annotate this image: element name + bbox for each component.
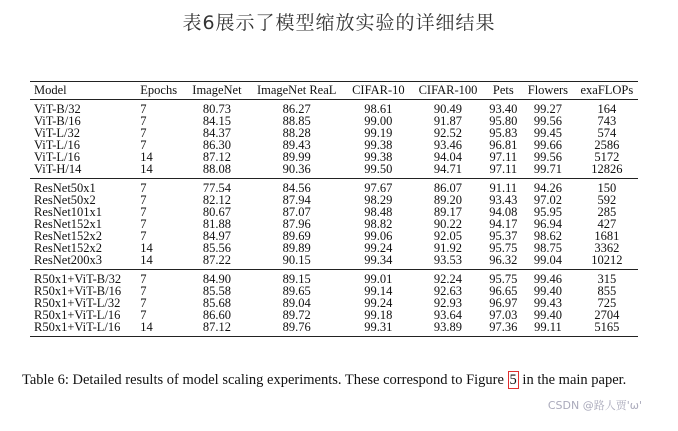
table-cell: 99.43 bbox=[533, 296, 562, 310]
table-cell: 99.19 bbox=[364, 126, 393, 140]
table-cell: 98.61 bbox=[364, 102, 393, 116]
table-cell: 91.87 bbox=[433, 114, 463, 128]
model-name-cell: ViT-L/16 bbox=[34, 138, 81, 152]
table-cell: 90.22 bbox=[433, 217, 463, 231]
table-cell: 99.38 bbox=[364, 138, 393, 152]
table-cell: 87.94 bbox=[282, 193, 311, 207]
table-cell: 99.50 bbox=[364, 162, 393, 176]
model-name-cell: ResNet152x1 bbox=[34, 217, 103, 231]
model-name-cell: ResNet50x2 bbox=[34, 193, 96, 207]
table-cell: 93.43 bbox=[489, 193, 518, 207]
model-name-cell: ResNet200x3 bbox=[34, 253, 103, 267]
table-cell: 14 bbox=[140, 241, 153, 255]
table-cell: 574 bbox=[597, 126, 617, 140]
table-cell: 98.75 bbox=[533, 241, 562, 255]
table-caption bbox=[22, 372, 642, 389]
table-cell: 99.11 bbox=[520, 321, 572, 337]
table-cell: 743 bbox=[597, 114, 617, 128]
table-cell: 150 bbox=[572, 179, 638, 195]
table-cell: 86.30 bbox=[202, 138, 231, 152]
table-cell: 2704 bbox=[594, 308, 620, 322]
table-cell: 95.75 bbox=[489, 241, 518, 255]
table-cell: 592 bbox=[597, 193, 617, 207]
table-cell: 89.17 bbox=[433, 205, 463, 219]
table-cell: 89.65 bbox=[282, 284, 311, 298]
table-cell: 99.06 bbox=[364, 229, 393, 243]
table-cell: 92.05 bbox=[433, 229, 463, 243]
table-cell: 95.83 bbox=[489, 126, 518, 140]
table-cell: 93.64 bbox=[433, 308, 463, 322]
table-cell: 14 bbox=[136, 321, 184, 337]
results-table bbox=[30, 81, 638, 337]
model-name-cell: ResNet101x1 bbox=[34, 205, 103, 219]
table-cell: 95.80 bbox=[489, 114, 518, 128]
table-cell: 89.99 bbox=[282, 150, 311, 164]
table-cell: 94.26 bbox=[520, 179, 572, 195]
table-cell: 7 bbox=[140, 296, 147, 310]
table-cell: 89.04 bbox=[282, 296, 311, 310]
table-cell: 96.94 bbox=[533, 217, 562, 231]
table-cell: 99.66 bbox=[533, 138, 562, 152]
table-cell: 77.54 bbox=[184, 179, 246, 195]
table-cell: 97.03 bbox=[489, 308, 518, 322]
table-cell: 98.62 bbox=[533, 229, 562, 243]
table-cell: 1681 bbox=[594, 229, 620, 243]
table-row bbox=[30, 270, 638, 286]
table-cell: 90.15 bbox=[282, 253, 311, 267]
model-name-cell: ResNet50x1 bbox=[30, 179, 136, 195]
model-name-cell: ViT-L/32 bbox=[34, 126, 81, 140]
table-cell: 95.37 bbox=[489, 229, 518, 243]
page-heading: 表6展示了模型缩放实验的详细结果 bbox=[182, 12, 496, 34]
table-cell: 12826 bbox=[591, 162, 623, 176]
table-cell: 89.69 bbox=[282, 229, 311, 243]
table-cell: 89.20 bbox=[433, 193, 463, 207]
table-cell: 7 bbox=[136, 179, 184, 195]
table-cell: 86.60 bbox=[202, 308, 231, 322]
table-cell: 10212 bbox=[591, 253, 623, 267]
table-cell: 95.95 bbox=[533, 205, 562, 219]
table-cell: 97.11 bbox=[489, 162, 518, 176]
model-name-cell: R50x1+ViT-L/16 bbox=[30, 321, 136, 337]
caption-text-tail: in the main paper. bbox=[518, 372, 627, 388]
caption-text: Table 6: Detailed results of model scaling experiments. These correspond to Figure bbox=[22, 372, 508, 388]
table-row bbox=[30, 163, 638, 179]
table-cell: 85.68 bbox=[202, 296, 231, 310]
table-row bbox=[30, 179, 638, 195]
table-cell: 7 bbox=[140, 102, 147, 116]
model-name-cell: R50x1+ViT-L/32 bbox=[34, 296, 121, 310]
table-cell: 99.56 bbox=[533, 114, 562, 128]
model-name-cell: ViT-L/16 bbox=[34, 150, 81, 164]
table-cell: 99.24 bbox=[364, 296, 393, 310]
table-cell: 86.07 bbox=[409, 179, 482, 195]
table-cell: 92.93 bbox=[433, 296, 463, 310]
table-cell: 97.11 bbox=[489, 150, 518, 164]
column-header: exaFLOPs bbox=[572, 82, 638, 100]
table-cell: 98.82 bbox=[364, 217, 393, 231]
table-cell: 84.90 bbox=[184, 270, 246, 286]
column-header: Epochs bbox=[136, 82, 184, 100]
model-name-cell: R50x1+ViT-L/16 bbox=[34, 308, 121, 322]
table-cell: 85.58 bbox=[202, 284, 231, 298]
table-group bbox=[30, 179, 638, 270]
table-row bbox=[30, 254, 638, 270]
table-cell: 89.15 bbox=[246, 270, 343, 286]
table-cell: 96.65 bbox=[489, 284, 518, 298]
model-name-cell: ResNet152x2 bbox=[34, 241, 103, 255]
table-cell: 84.56 bbox=[246, 179, 343, 195]
table-cell: 99.04 bbox=[533, 253, 562, 267]
table-cell: 99.24 bbox=[364, 241, 393, 255]
table-cell: 81.88 bbox=[202, 217, 231, 231]
table-cell: 3362 bbox=[594, 241, 620, 255]
table-cell: 7 bbox=[140, 308, 147, 322]
table-cell: 94.71 bbox=[433, 162, 463, 176]
table-cell: 2586 bbox=[594, 138, 620, 152]
table-cell: 97.02 bbox=[533, 193, 562, 207]
table-cell: 90.49 bbox=[433, 102, 463, 116]
table-cell: 90.36 bbox=[282, 162, 311, 176]
table-cell: 7 bbox=[140, 138, 147, 152]
table-cell: 7 bbox=[140, 193, 147, 207]
model-name-cell: ViT-B/32 bbox=[34, 102, 81, 116]
table-cell: 92.52 bbox=[433, 126, 463, 140]
table-cell: 99.14 bbox=[364, 284, 393, 298]
table-cell: 84.97 bbox=[202, 229, 231, 243]
column-header: Model bbox=[30, 82, 136, 100]
table-cell: 87.96 bbox=[282, 217, 311, 231]
table-cell: 94.17 bbox=[489, 217, 518, 231]
table-cell: 87.07 bbox=[282, 205, 311, 219]
model-name-cell: ViT-H/14 bbox=[34, 162, 82, 176]
table-cell: 95.75 bbox=[483, 270, 520, 286]
model-name-cell: ViT-B/16 bbox=[34, 114, 81, 128]
table-cell: 99.45 bbox=[533, 126, 562, 140]
table-cell: 99.38 bbox=[364, 150, 393, 164]
column-header: Flowers bbox=[520, 82, 572, 100]
table-cell: 80.67 bbox=[202, 205, 231, 219]
table-cell: 92.24 bbox=[409, 270, 482, 286]
table-cell: 96.32 bbox=[489, 253, 518, 267]
figure-reference-link[interactable]: 5 bbox=[509, 372, 517, 388]
table-cell: 7 bbox=[140, 205, 147, 219]
table-cell: 14 bbox=[140, 150, 153, 164]
table-cell: 97.67 bbox=[343, 179, 409, 195]
table-cell: 99.40 bbox=[533, 308, 562, 322]
model-name-cell: R50x1+ViT-B/32 bbox=[30, 270, 136, 286]
table-cell: 855 bbox=[597, 284, 617, 298]
table-cell: 99.34 bbox=[364, 253, 393, 267]
model-name-cell: ResNet152x2 bbox=[34, 229, 103, 243]
column-header: Pets bbox=[483, 82, 520, 100]
table-cell: 285 bbox=[597, 205, 617, 219]
table-cell: 98.48 bbox=[364, 205, 393, 219]
table-cell: 164 bbox=[597, 102, 617, 116]
table-cell: 99.31 bbox=[343, 321, 409, 337]
table-cell: 89.43 bbox=[282, 138, 311, 152]
table-cell: 88.08 bbox=[202, 162, 231, 176]
table-cell: 89.89 bbox=[282, 241, 311, 255]
table-cell: 87.22 bbox=[202, 253, 231, 267]
table-cell: 93.46 bbox=[433, 138, 463, 152]
table-cell: 88.85 bbox=[282, 114, 311, 128]
table-cell: 315 bbox=[572, 270, 638, 286]
table-cell: 5165 bbox=[572, 321, 638, 337]
table-group bbox=[30, 100, 638, 179]
table-cell: 84.37 bbox=[202, 126, 231, 140]
table-cell: 85.56 bbox=[202, 241, 231, 255]
table-group bbox=[30, 270, 638, 337]
table-cell: 94.08 bbox=[489, 205, 518, 219]
table-cell: 99.00 bbox=[364, 114, 393, 128]
table-cell: 97.36 bbox=[483, 321, 520, 337]
table-row bbox=[30, 321, 638, 337]
table-cell: 93.53 bbox=[433, 253, 463, 267]
table-cell: 7 bbox=[140, 284, 147, 298]
table-cell: 89.72 bbox=[282, 308, 311, 322]
table-cell: 92.63 bbox=[433, 284, 463, 298]
table-cell: 7 bbox=[140, 229, 147, 243]
table-cell: 80.73 bbox=[202, 102, 231, 116]
table-row bbox=[30, 100, 638, 116]
model-name-cell: R50x1+ViT-B/16 bbox=[34, 284, 122, 298]
table-cell: 7 bbox=[140, 114, 147, 128]
table-cell: 91.11 bbox=[483, 179, 520, 195]
table-cell: 93.40 bbox=[489, 102, 518, 116]
column-header: ImageNet bbox=[184, 82, 246, 100]
table-cell: 725 bbox=[597, 296, 617, 310]
table-cell: 87.12 bbox=[184, 321, 246, 337]
table-cell: 5172 bbox=[594, 150, 620, 164]
column-header: CIFAR-10 bbox=[343, 82, 409, 100]
table-cell: 7 bbox=[136, 270, 184, 286]
table-cell: 99.71 bbox=[533, 162, 562, 176]
table-cell: 99.46 bbox=[520, 270, 572, 286]
table-cell: 87.12 bbox=[202, 150, 231, 164]
table-cell: 96.97 bbox=[489, 296, 518, 310]
table-cell: 84.15 bbox=[202, 114, 231, 128]
watermark: CSDN @路人贾'ω' bbox=[547, 399, 642, 412]
table-cell: 14 bbox=[140, 162, 153, 176]
table-cell: 7 bbox=[140, 126, 147, 140]
table-cell: 99.56 bbox=[533, 150, 562, 164]
table-cell: 14 bbox=[140, 253, 153, 267]
table-cell: 7 bbox=[140, 217, 147, 231]
table-cell: 99.01 bbox=[343, 270, 409, 286]
column-header: CIFAR-100 bbox=[409, 82, 482, 100]
table-cell: 99.40 bbox=[533, 284, 562, 298]
table-cell: 93.89 bbox=[409, 321, 482, 337]
table-header-row bbox=[30, 82, 638, 100]
table-cell: 88.28 bbox=[282, 126, 311, 140]
table-cell: 99.18 bbox=[364, 308, 393, 322]
column-header: ImageNet ReaL bbox=[246, 82, 343, 100]
table-cell: 94.04 bbox=[433, 150, 463, 164]
table-cell: 89.76 bbox=[246, 321, 343, 337]
table-cell: 82.12 bbox=[202, 193, 231, 207]
table-cell: 86.27 bbox=[282, 102, 311, 116]
table-cell: 91.92 bbox=[433, 241, 463, 255]
table-cell: 98.29 bbox=[364, 193, 393, 207]
table-cell: 99.27 bbox=[533, 102, 562, 116]
table-cell: 427 bbox=[597, 217, 617, 231]
table-cell: 96.81 bbox=[489, 138, 518, 152]
